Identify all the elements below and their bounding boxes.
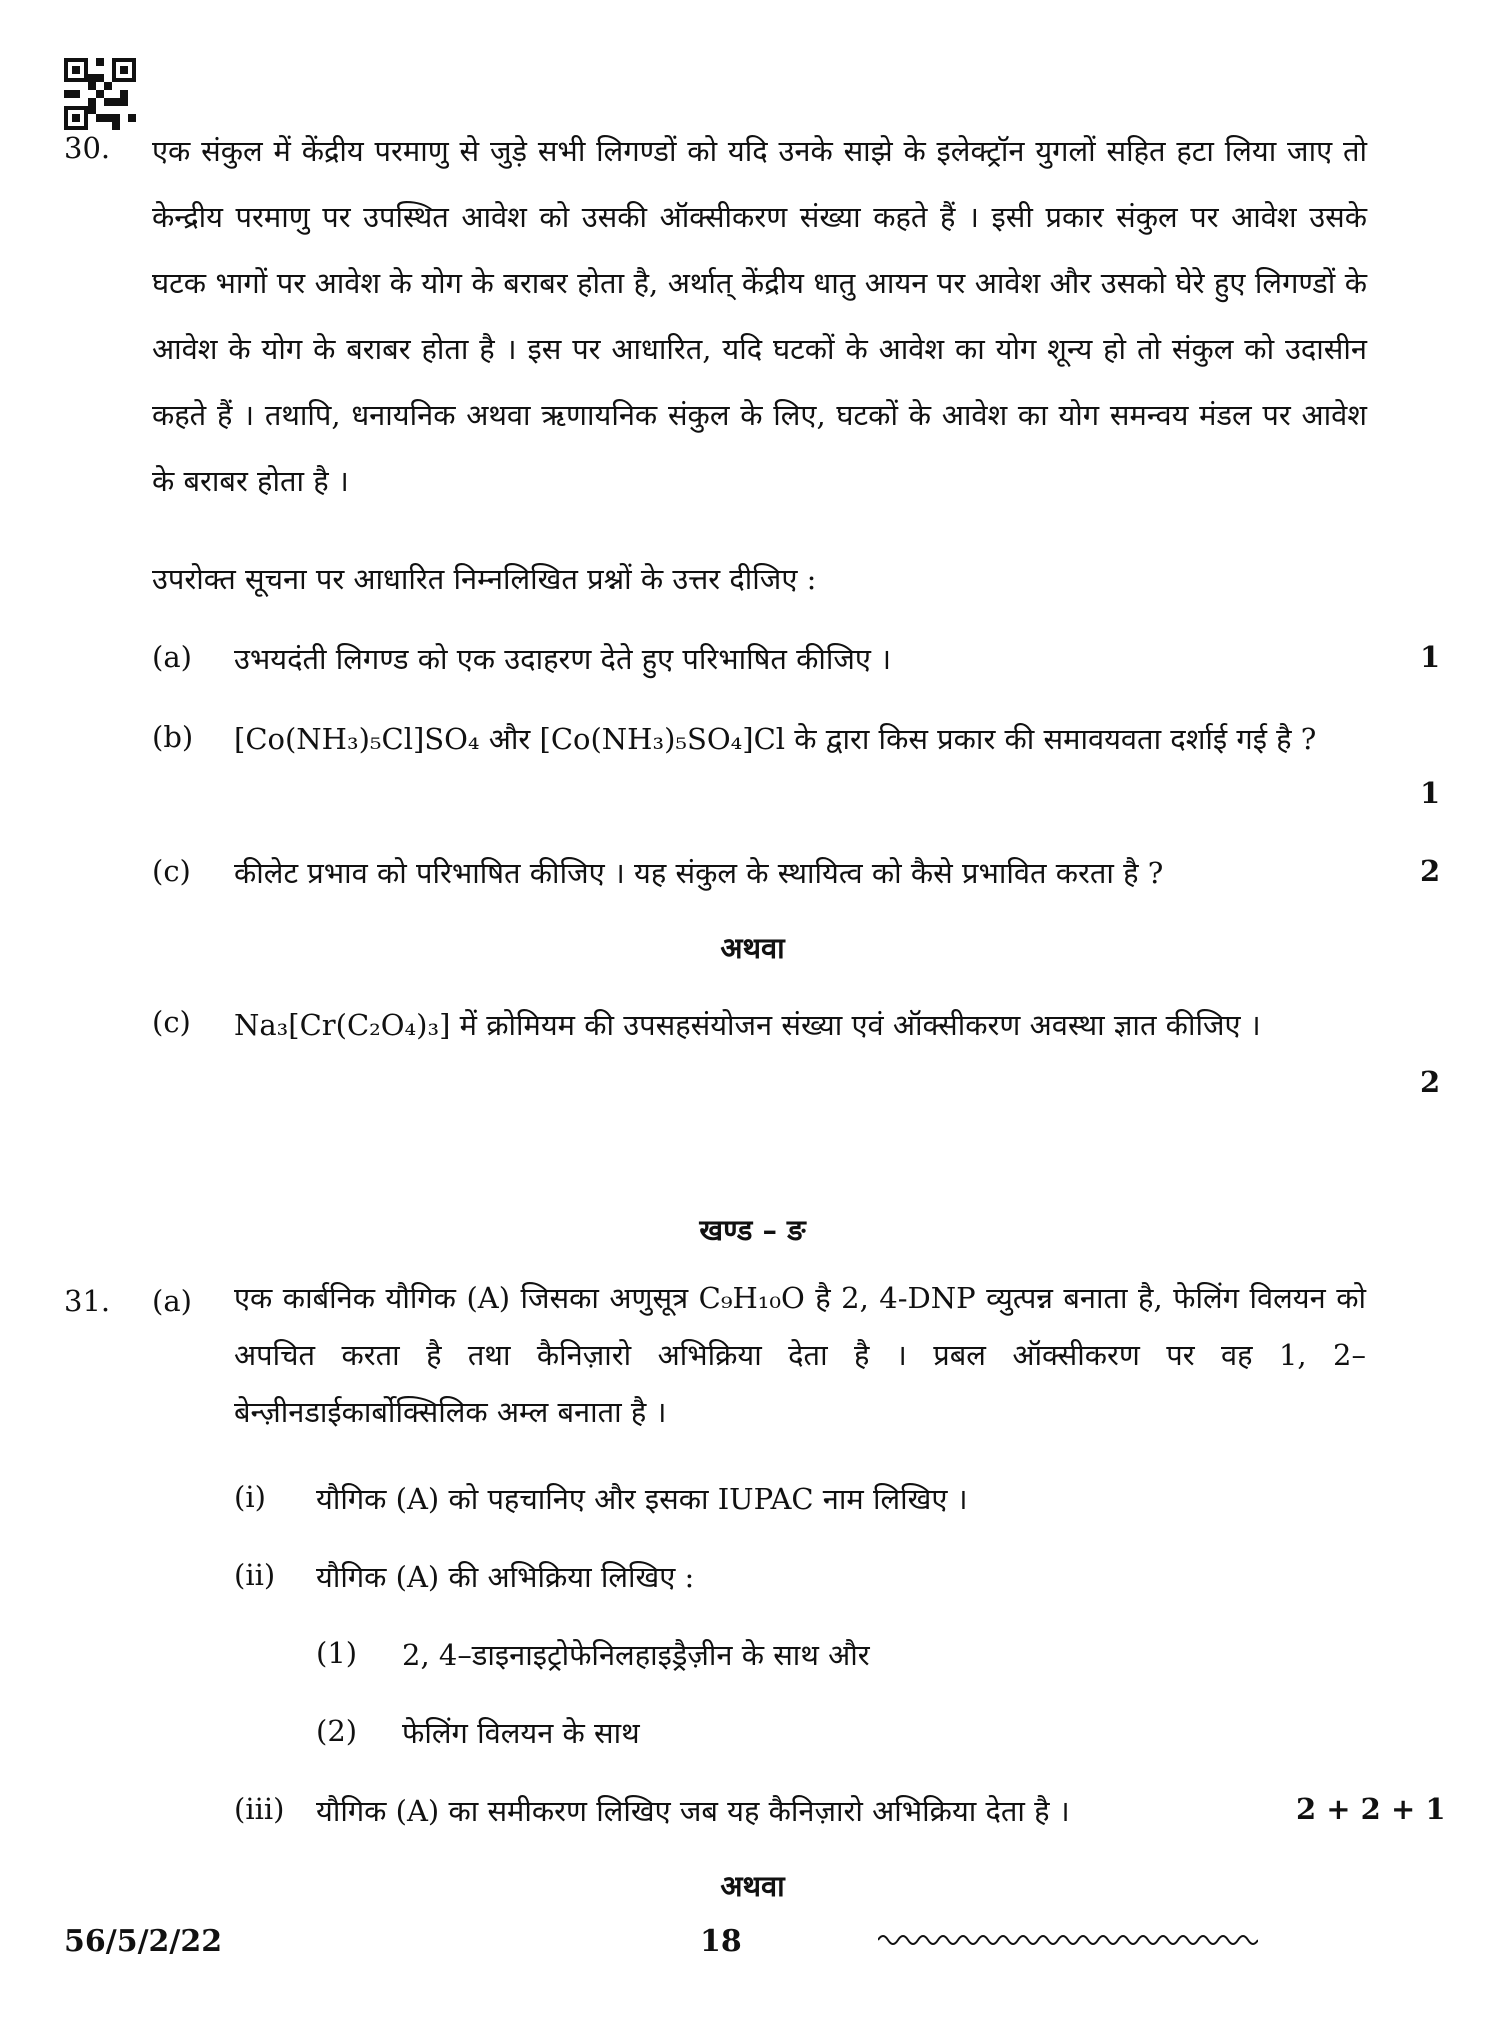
q31-ii-2-text: फेलिंग विलयन के साथ (402, 1716, 640, 1750)
q31-i-label: (i) (234, 1480, 266, 1514)
q31-iii-text: यौगिक (A) का समीकरण लिखिए जब यह कैनिज़ारो अभिक्रिया देता है । (316, 1794, 1070, 1828)
q31-ii-text: यौगिक (A) की अभिक्रिया लिखिए : (316, 1560, 695, 1594)
q30-a-text: उभयदंती लिगण्ड को एक उदाहरण देते हुए परिभाषित कीजिए । (234, 642, 892, 676)
question-number-31: 31. (64, 1284, 111, 1318)
q31-iii-label: (iii) (234, 1792, 285, 1826)
q30-a-marks: 1 (1420, 640, 1441, 674)
paper-code: 56/5/2/22 (64, 1924, 223, 1959)
q31-ii-1-text: 2, 4–डाइनाइट्रोफेनिलहाइड्रैज़ीन के साथ और (402, 1638, 870, 1672)
q30-passage: एक संकुल में केंद्रीय परमाणु से जुड़े सभी लिगण्डों को यदि उनके साझे के इलेक्ट्रॉन युगलों सहित हटा लिया जाए तो केन्द्रीय परमाणु पर उपस्थित आवेश को उसकी ऑक्सीकरण संख्या कहते हैं । इसी प्रकार संकुल पर आवेश उसके घटक भागों पर आवेश के योग के बराबर होता है, अर्थात् केंद्रीय धातु आयन पर आवेश और उसको घेरे हुए लिगण्डों के आवेश के योग के बराबर होता है । इस पर आधारित, यदि घटकों के आवेश का योग शून्य हो तो संकुल को उदासीन कहते हैं । तथापि, धनायनिक अथवा ऋणायनिक संकुल के लिए, घटकों के आवेश का योग समन्वय मंडल पर आवेश के बराबर होता है । (152, 134, 1367, 498)
q31-a-label: (a) (152, 1284, 192, 1318)
q30-c-alt-label: (c) (152, 1005, 191, 1039)
page-number: 18 (700, 1924, 742, 1959)
q30-c-alt-text: Na₃[Cr(C₂O₄)₃] में क्रोमियम की उपसहसंयोजन संख्या एवं ऑक्सीकरण अवस्था ज्ञात कीजिए । (234, 1008, 1261, 1042)
q30-a-label: (a) (152, 640, 192, 674)
q30-c-label: (c) (152, 854, 191, 888)
q31-or: अथवा (720, 1869, 785, 1903)
q30-c-marks: 2 (1420, 854, 1441, 888)
qr-code-icon (64, 58, 136, 130)
q30-b-marks: 1 (1420, 776, 1441, 810)
q30-instruction: उपरोक्त सूचना पर आधारित निम्नलिखित प्रश्नों के उत्तर दीजिए : (152, 562, 817, 596)
q31-a-text: एक कार्बनिक यौगिक (A) जिसका अणुसूत्र C₉H₁₀O है 2, 4-DNP व्युत्पन्न बनाता है, फेलिंग विलयन को अपचित करता है तथा कैनिज़ारो अभिक्रिया देता है । प्रबल ऑक्सीकरण पर वह 1, 2–बेन्ज़ीनडाईकार्बोक्सिलिक अम्ल बनाता है । (234, 1281, 1366, 1429)
q30-c-alt-marks: 2 (1420, 1065, 1441, 1099)
q31-i-text: यौगिक (A) को पहचानिए और इसका IUPAC नाम लिखिए । (316, 1482, 968, 1516)
question-number-30: 30. (64, 131, 111, 165)
q30-b-label: (b) (152, 720, 194, 754)
wavy-line-decoration (878, 1928, 1258, 1952)
q30-c-text: कीलेट प्रभाव को परिभाषित कीजिए । यह संकुल के स्थायित्व को कैसे प्रभावित करता है ? (234, 856, 1164, 890)
q31-ii-2-label: (2) (316, 1714, 358, 1748)
q30-or: अथवा (720, 931, 785, 965)
section-heading: खण्ड – ङ (699, 1213, 806, 1247)
q31-ii-1-label: (1) (316, 1636, 358, 1670)
q31-ii-label: (ii) (234, 1558, 276, 1592)
q30-b-text: [Co(NH₃)₅Cl]SO₄ और [Co(NH₃)₅SO₄]Cl के द्वारा किस प्रकार की समावयवता दर्शाई गई है ? (234, 722, 1317, 756)
q31-marks: 2 + 2 + 1 (1296, 1792, 1446, 1826)
